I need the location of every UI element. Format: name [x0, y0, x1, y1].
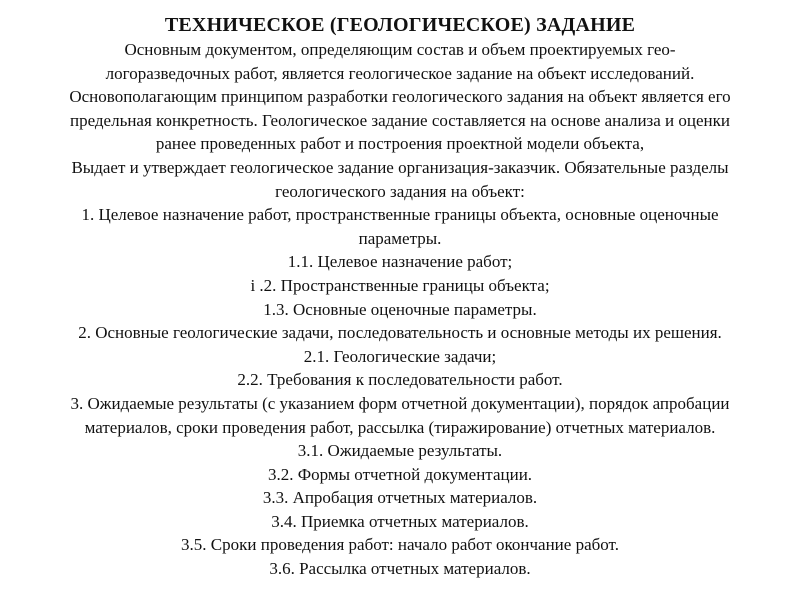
- subsection-3-5: 3.5. Сроки проведения работ: начало работ окончание работ.: [181, 535, 619, 555]
- subsection-1-1: 1.1. Целевое назначение работ;: [287, 252, 513, 272]
- subsection-1-2: i .2. Пространственные границы объекта;: [250, 275, 550, 295]
- section-1-heading: 1. Целевое назначение работ, пространственные границы объекта, основные оценочные: [81, 205, 719, 225]
- subsection-3-6: 3.6. Рассылка отчетных материалов.: [269, 559, 531, 579]
- section-3-heading-cont: материалов, сроки проведения работ, рассылка (тиражирование) отчетных материалов.: [84, 417, 716, 437]
- body-line: Выдает и утверждает геологическое задание организация-заказчик. Обязательные разделы: [71, 157, 729, 177]
- subsection-1-3: 1.3. Основные оценочные параметры.: [263, 299, 537, 319]
- body-line: Основополагающим принципом разработки геологического задания на объект является его: [69, 87, 731, 107]
- subsection-2-1: 2.1. Геологические задачи;: [303, 346, 497, 366]
- body-line: предельная конкретность. Геологическое задание составляется на основе анализа и оценки: [69, 110, 730, 130]
- subsection-3-3: 3.3. Апробация отчетных материалов.: [262, 488, 538, 508]
- body-line: ранее проведенных работ и построения проектной модели объекта,: [155, 134, 645, 154]
- section-3-heading: 3. Ожидаемые результаты (с указанием форм отчетной документации), порядок апробации: [70, 393, 730, 413]
- body-line: геологического задания на объект:: [275, 181, 525, 201]
- subsection-3-1: 3.1. Ожидаемые результаты.: [297, 441, 503, 461]
- body-line: Основным документом, определяющим состав и объем проектируемых гео-: [124, 40, 676, 59]
- body-line: логоразведочных работ, является геологическое задание на объект исследований.: [105, 63, 695, 83]
- section-2-heading: 2. Основные геологические задачи, последовательность и основные методы их решения.: [78, 323, 722, 343]
- subsection-2-2: 2.2. Требования к последовательности работ.: [237, 370, 563, 390]
- document-title: ТЕХНИЧЕСКОЕ (ГЕОЛОГИЧЕСКОЕ) ЗАДАНИЕ: [164, 14, 636, 36]
- subsection-3-4: 3.4. Приемка отчетных материалов.: [271, 511, 529, 531]
- section-1-heading-cont: параметры.: [358, 228, 442, 248]
- subsection-3-2: 3.2. Формы отчетной документации.: [267, 464, 533, 484]
